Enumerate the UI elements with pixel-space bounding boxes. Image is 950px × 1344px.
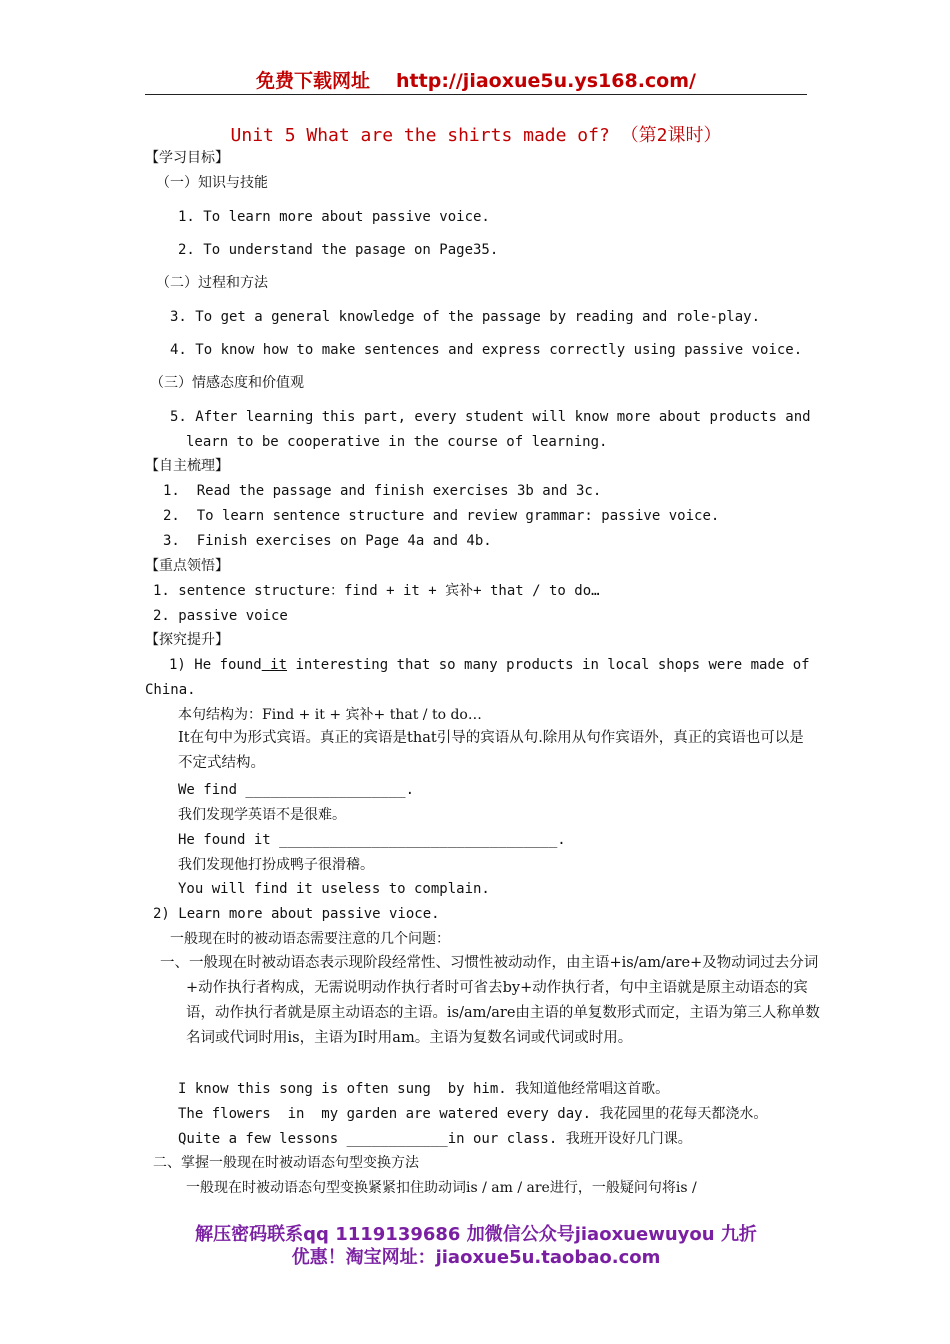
example-sentence-c xyxy=(178,1130,692,1148)
goals-section-2: （二）过程和方法 xyxy=(156,275,268,291)
example-a-cn: 我知道他经常唱这首歌。 xyxy=(515,1081,670,1097)
self-item-2: 2. To learn sentence structure and review grammar: passive voice. xyxy=(163,508,720,524)
passive-rule-1: 一、一般现在时被动语态表示现阶段经常性、习惯性被动动作，由主语+is/am/are+及物动词过去分词+动作执行者构成，无需说明动作执行者时可省去by+动作执行者，句中主语就是原主动语态的宾语，动作执行者就是原主动语态的主语。is/am/are由主语的单复数形式而定，主语为第三人称单数名词或代词时用is，主语为I时用am。主语为复数名词或代词或时用。 xyxy=(160,955,820,1046)
self-heading: 【自主梳理】 xyxy=(145,458,229,474)
goal-2: 2. To understand the pasage on Page35. xyxy=(178,242,499,258)
structure-explanation: It在句中为形式宾语。真正的宾语是that引导的宾语从句.除用从句作宾语外，真正的宾语也可以是不定式结构。 xyxy=(178,730,804,771)
header-divider xyxy=(145,94,807,95)
example-b-en: The flowers in my garden are watered every day. xyxy=(178,1106,600,1122)
exercise-1-cn: 我们发现学英语不是很难。 xyxy=(178,807,346,823)
example-c-cn: 我班开设好几门课。 xyxy=(565,1131,692,1147)
exercise-2: He found it _________________________________. xyxy=(178,832,566,848)
goal-4: 4. To know how to make sentences and express correctly using passive voice. xyxy=(170,342,803,358)
explore-sentence-1-pre: 1) He found xyxy=(169,657,262,673)
key-item-1: 1. sentence structure：find + it + 宾补+ that / to do… xyxy=(153,583,600,599)
explore-sentence-1-post: interesting that so many products in local shops were made of xyxy=(287,657,810,673)
goals-heading: 【学习目标】 xyxy=(145,150,229,166)
header-label: 免费下载网址 xyxy=(256,70,371,92)
self-item-1: 1. Read the passage and finish exercises 3b and 3c. xyxy=(163,483,602,499)
page-title: Unit 5 What are the shirts made of? （第2课时） xyxy=(230,125,722,146)
header-url-link[interactable]: http://jiaoxue5u.ys168.com/ xyxy=(396,70,696,92)
passive-notes-intro: 一般现在时的被动语态需要注意的几个问题： xyxy=(170,931,450,947)
example-c-en: Quite a few lessons ____________in our class. xyxy=(178,1131,566,1147)
example-a-en: I know this song is often sung by him. xyxy=(178,1081,516,1097)
example-b-cn: 我花园里的花每天都浇水。 xyxy=(599,1106,768,1122)
example-sentence-b xyxy=(178,1105,767,1123)
exercise-1: We find ___________________. xyxy=(178,782,415,798)
self-item-3: 3. Finish exercises on Page 4a and 4b. xyxy=(163,533,492,549)
goal-5-line-2: learn to be cooperative in the course of learning. xyxy=(186,434,608,450)
passive-rule-2: 二、掌握一般现在时被动语态句型变换方法 xyxy=(153,1155,419,1171)
footer-line-1: 解压密码联系qq 1119139686 加微信公众号jiaoxuewuyou 九折 xyxy=(195,1224,757,1245)
goals-section-1: （一）知识与技能 xyxy=(156,175,268,191)
footer-line-2: 优惠！淘宝网址：jiaoxue5u.taobao.com xyxy=(291,1247,661,1268)
goal-3: 3. To get a general knowledge of the passage by reading and role-play. xyxy=(170,309,761,325)
passive-rule-2-text: 一般现在时被动语态句型变换紧紧扣住助动词is / am / are进行，一般疑问句将is / xyxy=(186,1180,697,1196)
explore-item-2: 2) Learn more about passive vioce. xyxy=(153,906,440,922)
site-header xyxy=(145,66,807,93)
example-3: You will find it useless to complain. xyxy=(178,881,490,897)
key-heading: 【重点领悟】 xyxy=(145,558,229,574)
goals-section-3: （三）情感态度和价值观 xyxy=(150,375,304,391)
explore-sentence-1-cont: China. xyxy=(145,682,196,698)
exercise-2-cn: 我们发现他打扮成鸭子很滑稽。 xyxy=(178,857,374,873)
explore-heading: 【探究提升】 xyxy=(145,632,229,648)
explore-sentence-1 xyxy=(169,656,810,674)
structure-note: 本句结构为：Find + it + 宾补+ that / to do… xyxy=(178,707,482,723)
example-sentence-a xyxy=(178,1080,669,1098)
goal-5-line-1: 5. After learning this part, every student will know more about products and xyxy=(170,409,811,425)
key-item-2: 2. passive voice xyxy=(153,608,288,624)
explore-sentence-1-underlined: it xyxy=(261,657,288,673)
goal-1: 1. To learn more about passive voice. xyxy=(178,209,490,225)
